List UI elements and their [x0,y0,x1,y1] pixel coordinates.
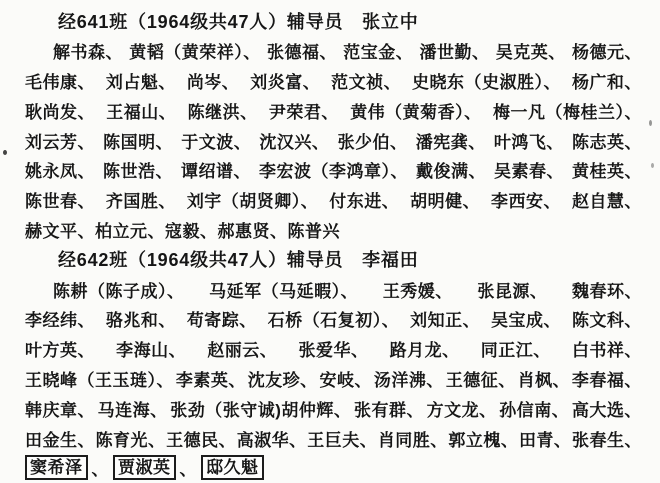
name-item: 张少伯、 [337,132,408,152]
name-item: 杨广和、 [571,72,642,92]
name-item: 刘知正、 [410,311,481,331]
name-item: 张春生、 [572,430,642,450]
boxed-name: 窦希泽 [25,455,88,480]
name-item: 史晓东（史淑胜）、 [412,72,562,92]
name-item: 田青、 [518,430,572,450]
name-item: 叶鸿飞、 [493,132,564,152]
scan-artifact [651,163,654,168]
name-item: 陈继洪、 [187,102,258,122]
scan-artifact [3,150,7,155]
name-item: 肖同胜、 [377,430,448,450]
name-item: 沈汉兴、 [259,132,330,152]
name-item: 陈国明、 [103,132,174,152]
name-item: 张劲（张守诚)胡仲辉、 [170,400,352,420]
name-item: 赵自慧、 [571,192,642,212]
name-item: 高淑华、 [236,430,307,450]
boxed-name: 邸久魁 [201,455,264,480]
name-item: 路月龙、 [389,341,460,361]
name-item: 姚永凤、 [25,162,95,182]
name-item: 尹荣君、 [268,102,339,122]
name-item: 潘世勤、 [419,43,490,63]
name-item: 骆兆和、 [105,311,176,331]
name-item: 付东进、 [329,192,400,212]
name-item: 沈友珍、 [247,370,318,390]
name-item: 范文祯、 [331,72,402,92]
name-line [25,185,642,215]
name-item: 李经纬、 [25,311,95,331]
name-line [25,453,642,483]
name-item: 陈普兴 [287,221,340,241]
name-item: 陈志英、 [571,132,642,152]
name-lines-641 [25,36,642,245]
name-item: 王德征、 [445,370,516,390]
name-item: 石桥（石复初）、 [267,311,400,331]
name-item: 叶方英、 [25,341,95,361]
name-item: 刘云芳、 [25,132,95,152]
name-item: 吴素春、 [494,162,564,182]
name-item: 韩庆章、 [25,400,95,420]
name-item: 同正江、 [480,341,551,361]
name-item: 胡明健、 [410,192,481,212]
name-item: 陈世春、 [25,192,95,212]
name-item: 刘占魁、 [105,72,176,92]
name-line [25,393,642,423]
class-section-642 [25,244,642,482]
name-item: 肖枫、 [517,370,571,390]
name-item: 杨德元、 [572,43,642,63]
name-item: 高大选、 [571,400,642,420]
name-line [25,125,642,155]
name-item: 刘宇（胡贤卿）、 [186,192,319,212]
name-line [25,95,642,125]
name-item: 安岐、 [319,370,373,390]
name-item: 解书森、 [53,43,123,63]
name-item: 白书祥、 [571,341,642,361]
name-line [25,304,642,334]
name-item: 方文龙、 [426,400,497,420]
name-item: 陈世浩、 [103,162,173,182]
name-item: 谭绍谱、 [181,162,251,182]
name-item: 范宝金、 [343,43,414,63]
name-item: 王巨夫、 [307,430,378,450]
name-line [25,66,642,96]
scan-artifact [649,120,652,126]
name-item: 李西安、 [491,192,562,212]
name-item: 黄伟（黄菊香）、 [350,102,482,122]
name-item: 毛伟康、 [25,72,95,92]
name-item: 梅一凡（梅桂兰）、 [492,102,642,122]
name-line [25,155,642,185]
name-line [25,274,642,304]
name-item: 郝惠贤、 [217,221,288,241]
name-item: 齐国胜、 [105,192,176,212]
name-item: 尚岑、 [186,72,240,92]
name-item: 孙信南、 [499,400,570,420]
name-item: 黄韬（黄荣祥）、 [129,43,261,63]
name-item: 刘炎富、 [250,72,321,92]
name-item: 黄桂英、 [572,162,642,182]
name-separator: 、 [179,460,197,480]
name-item: 柏立元、 [95,221,165,241]
name-item: 马延军（马延暇）、 [209,281,359,301]
name-separator: 、 [91,460,109,480]
section-header-641: 经641班（1964级共47人）辅导员 张立中 [58,11,419,32]
name-item: 王晓峰（王玉琏）、 [25,370,174,390]
name-item: 于文波、 [181,132,252,152]
name-item: 潘宪龚、 [415,132,486,152]
name-item: 陈耕（陈子成）、 [53,281,185,301]
name-line [25,364,642,394]
name-item: 张昆源、 [477,281,548,301]
name-lines-642 [25,274,642,483]
name-item: 郭立槐、 [448,430,519,450]
name-item: 李春福、 [571,370,642,390]
name-item: 张德福、 [267,43,337,63]
name-item: 汤洋沸、 [373,370,444,390]
name-item: 马连海、 [97,400,168,420]
name-item: 张爱华、 [298,341,369,361]
name-line [25,334,642,364]
name-item: 张有群、 [354,400,425,420]
name-item: 李海山、 [116,341,187,361]
name-item: 赵丽云、 [207,341,278,361]
name-item: 寇毅、 [165,221,218,241]
name-item: 田金生、 [25,430,95,450]
name-item: 耿尚发、 [25,102,95,122]
name-item: 吴宝成、 [491,311,562,331]
name-line [25,36,642,66]
name-item: 戴俊满、 [416,162,486,182]
name-line [25,215,642,245]
name-line [25,423,642,453]
name-item: 吴克英、 [495,43,566,63]
name-item: 李宏波（李鸿章）、 [259,162,408,182]
name-item: 赫文平、 [25,221,95,241]
name-item: 苟寄踪、 [186,311,257,331]
boxed-name: 贾淑英 [113,455,176,480]
section-header-642: 经642班（1964级共47人）辅导员 李福田 [58,250,419,271]
name-item: 魏春环、 [572,281,642,301]
name-item: 陈育光、 [95,430,166,450]
name-item: 李素英、 [175,370,246,390]
name-item: 王秀媛、 [382,281,453,301]
name-item: 王德民、 [166,430,237,450]
class-section-641 [25,6,642,244]
name-item: 陈文科、 [571,311,642,331]
name-item: 王福山、 [106,102,177,122]
